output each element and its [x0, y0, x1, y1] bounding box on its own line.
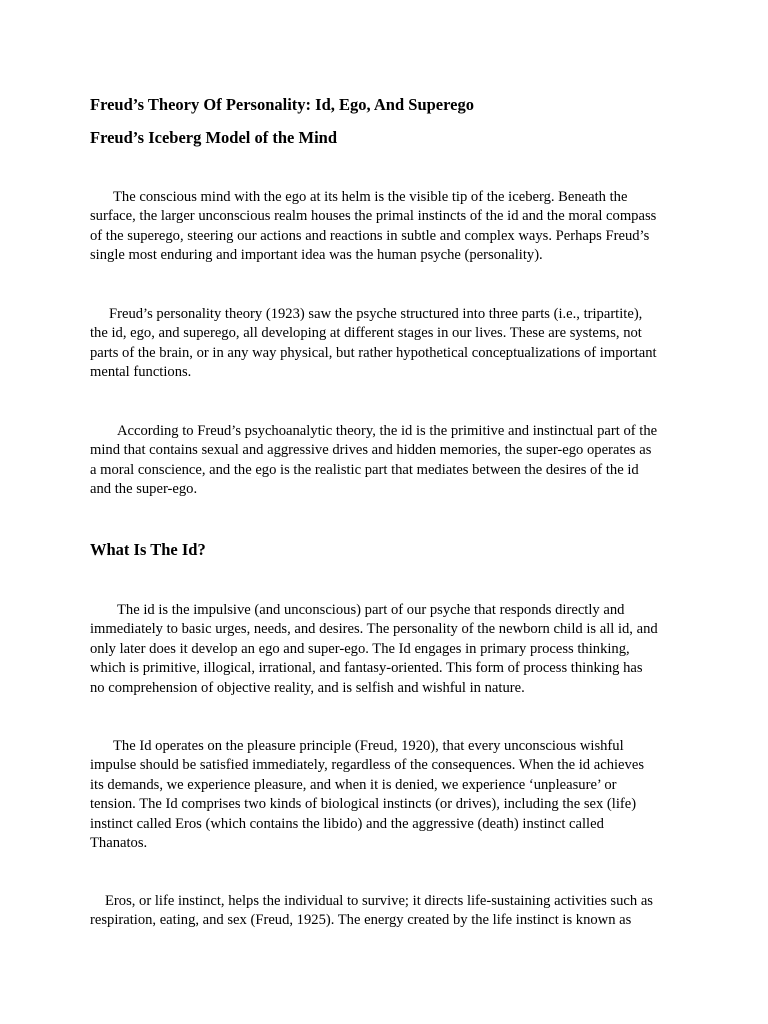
paragraph-line: of the superego, steering our actions and reactions in subtle and complex ways. Perhaps Freud’s — [90, 227, 650, 244]
paragraph-id-definition — [90, 601, 680, 698]
document-subtitle: Freud’s Iceberg Model of the Mind — [90, 128, 338, 147]
paragraph-line: single most enduring and important idea was the human psyche (personality). — [90, 247, 543, 264]
paragraph-line: Eros, or life instinct, helps the individual to survive; it directs life-sustaining activities such as — [105, 893, 653, 909]
paragraph-line: surface, the larger unconscious realm houses the primal instincts of the id and the moral compass — [90, 208, 657, 225]
paragraph-line: immediately to basic urges, needs, and desires. The personality of the newborn child is all id, and — [90, 621, 658, 638]
paragraph-line: only later does it develop an ego and super-ego. The Id engages in primary process thinking, — [90, 640, 630, 657]
paragraph-line: The Id operates on the pleasure principle (Freud, 1920), that every unconscious wishful — [113, 738, 624, 754]
paragraph-line: According to Freud’s psychoanalytic theory, the id is the primitive and instinctual part of the — [117, 423, 658, 439]
paragraph-line: the id, ego, and superego, all developing at different stages in our lives. These are systems, not — [90, 325, 642, 342]
paragraph-pleasure-principle — [90, 737, 680, 853]
document-title: Freud’s Theory Of Personality: Id, Ego, And Superego — [90, 95, 474, 114]
paragraph-eros — [90, 892, 680, 931]
paragraph-line: The conscious mind with the ego at its helm is the visible tip of the iceberg. Beneath the — [113, 189, 628, 205]
paragraph-line: a moral conscience, and the ego is the realistic part that mediates between the desires of the id — [90, 461, 639, 478]
paragraph-line: and the super-ego. — [90, 481, 198, 498]
paragraph-line: impulse should be satisfied immediately, regardless of the consequences. When the id achieves — [90, 757, 644, 774]
paragraph-psychoanalytic — [90, 422, 680, 500]
paragraph-personality-theory — [90, 305, 680, 383]
section-heading: What Is The Id? — [90, 540, 206, 559]
paragraph-line: tension. The Id comprises two kinds of biological instincts (or drives), including the sex (life) — [90, 796, 637, 813]
paragraph-line: its demands, we experience pleasure, and when it is denied, we experience ‘unpleasure’ or — [90, 776, 617, 793]
paragraph-line: parts of the brain, or in any way physical, but rather hypothetical conceptualizations of important — [90, 344, 657, 361]
paragraph-line: no comprehension of objective reality, and is selfish and wishful in nature. — [90, 679, 525, 696]
paragraph-line: which is primitive, illogical, irrational, and fantasy-oriented. This form of process thinking has — [90, 660, 643, 677]
paragraph-line: Freud’s personality theory (1923) saw the psyche structured into three parts (i.e., tripartite), — [109, 306, 643, 322]
paragraph-line: The id is the impulsive (and unconscious) part of our psyche that responds directly and — [117, 602, 625, 618]
paragraph-line: mental functions. — [90, 364, 192, 381]
paragraph-line: Thanatos. — [90, 835, 148, 852]
paragraph-line: respiration, eating, and sex (Freud, 1925). The energy created by the life instinct is known as — [90, 912, 632, 929]
paragraph-line: instinct called Eros (which contains the libido) and the aggressive (death) instinct called — [90, 815, 604, 832]
paragraph-intro — [90, 188, 680, 266]
paragraph-line: mind that contains sexual and aggressive drives and hidden memories, the super-ego operates as — [90, 442, 652, 459]
